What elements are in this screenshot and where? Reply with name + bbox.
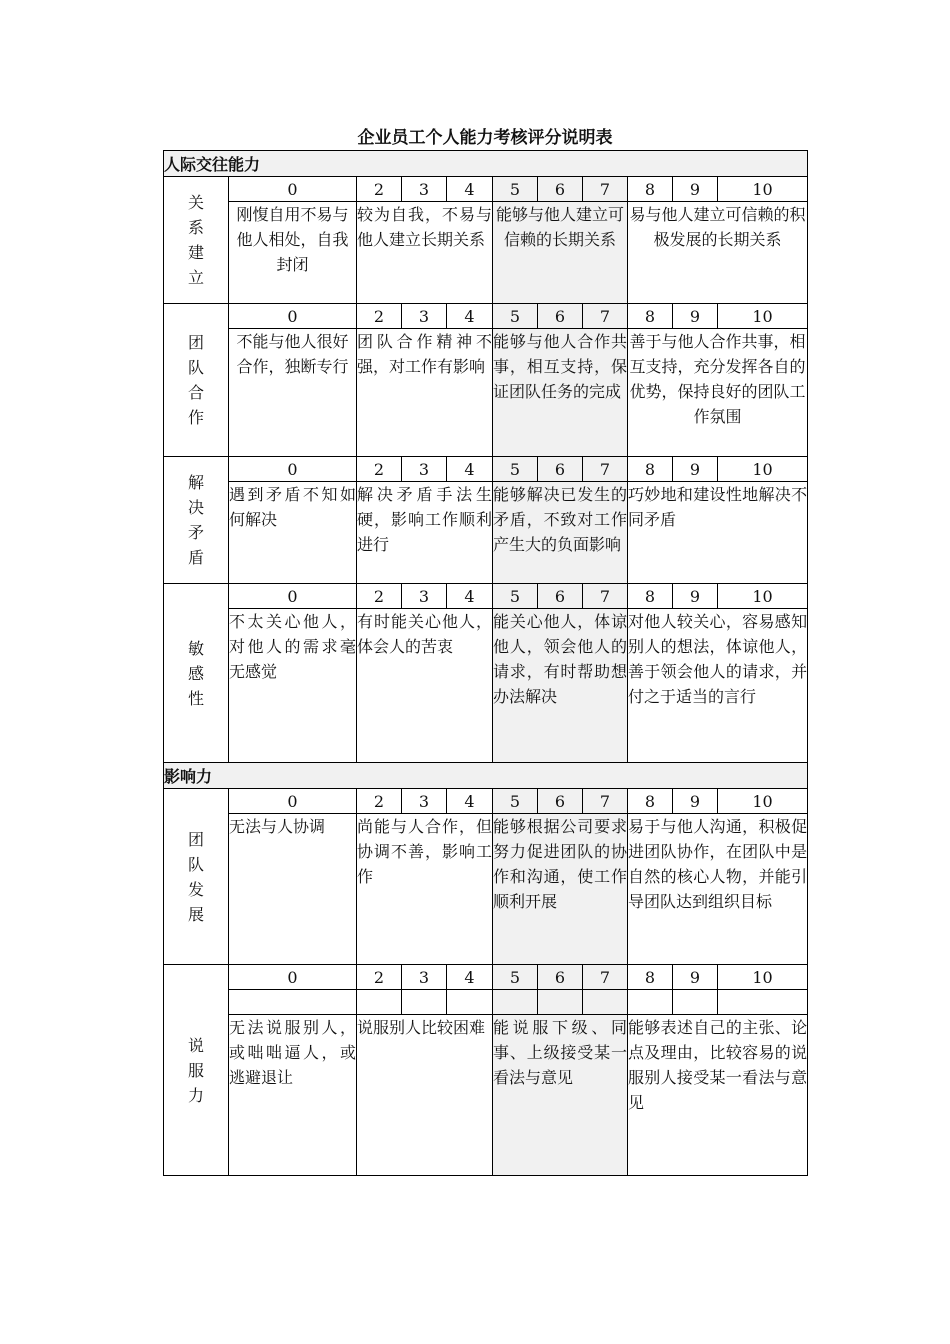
blank-cell	[718, 990, 808, 1015]
score-cell: 3	[402, 177, 447, 202]
level-description: 善于与他人合作共事，相互支持，充分发挥各自的优势，保持良好的团队工作氛围	[628, 329, 808, 457]
level-description: 能关心他人，体谅他人，领会他人的请求，有时帮助想办法解决	[493, 609, 628, 763]
blank-cell	[628, 990, 673, 1015]
level-description: 对他人较关心，容易感知别人的想法，体谅他人，善于领会他人的请求，并付之于适当的言行	[628, 609, 808, 763]
score-cell: 4	[447, 177, 493, 202]
level-description: 遇到矛盾不知如何解决	[229, 482, 357, 584]
score-cell: 7	[583, 177, 628, 202]
description-row	[164, 1015, 808, 1176]
section-row	[164, 151, 808, 177]
level-description: 能够与他人建立可信赖的长期关系	[493, 202, 628, 304]
score-cell: 5	[493, 584, 538, 609]
section-header: 人际交往能力	[164, 151, 808, 177]
score-cell: 8	[628, 457, 673, 482]
score-cell: 8	[628, 177, 673, 202]
score-cell: 9	[673, 789, 718, 814]
score-cell: 9	[673, 584, 718, 609]
score-cell: 8	[628, 304, 673, 329]
description-row	[164, 329, 808, 457]
level-description: 巧妙地和建设性地解决不同矛盾	[628, 482, 808, 584]
score-cell: 4	[447, 584, 493, 609]
score-cell: 3	[402, 457, 447, 482]
level-description: 尚能与人合作，但协调不善，影响工作	[357, 814, 493, 965]
criterion-label: 团 队 合 作	[164, 304, 229, 457]
score-cell: 2	[357, 789, 402, 814]
level-description: 能够与他人合作共事，相互支持，保证团队任务的完成	[493, 329, 628, 457]
scale-row	[164, 789, 808, 814]
score-cell: 6	[538, 789, 583, 814]
score-cell: 7	[583, 457, 628, 482]
description-row	[164, 814, 808, 965]
score-cell: 0	[229, 584, 357, 609]
level-description: 刚愎自用不易与他人相处，自我封闭	[229, 202, 357, 304]
score-cell: 0	[229, 177, 357, 202]
section-row	[164, 763, 808, 789]
score-cell: 3	[402, 789, 447, 814]
level-description: 解决矛盾手法生硬，影响工作顺利进行	[357, 482, 493, 584]
score-cell: 7	[583, 965, 628, 990]
score-cell: 8	[628, 789, 673, 814]
level-description: 无法说服别人，或咄咄逼人，或逃避退让	[229, 1015, 357, 1176]
scale-row	[164, 965, 808, 990]
score-cell: 0	[229, 457, 357, 482]
score-cell: 7	[583, 304, 628, 329]
score-cell: 5	[493, 789, 538, 814]
blank-cell	[583, 990, 628, 1015]
score-cell: 2	[357, 304, 402, 329]
blank-cell	[229, 990, 357, 1015]
description-row	[164, 482, 808, 584]
score-cell: 10	[718, 177, 808, 202]
level-description: 能够表述自己的主张、论点及理由，比较容易的说服别人接受某一看法与意见	[628, 1015, 808, 1176]
score-cell: 0	[229, 304, 357, 329]
criterion-label: 关 系 建 立	[164, 177, 229, 304]
level-description: 易于与他人沟通，积极促进团队协作，在团队中是自然的核心人物，并能引导团队达到组织目标	[628, 814, 808, 965]
level-description: 不太关心他人，对他人的需求毫无感觉	[229, 609, 357, 763]
score-cell: 7	[583, 789, 628, 814]
score-cell: 6	[538, 177, 583, 202]
score-cell: 8	[628, 965, 673, 990]
score-cell: 10	[718, 789, 808, 814]
score-cell: 5	[493, 457, 538, 482]
score-cell: 3	[402, 965, 447, 990]
score-cell: 5	[493, 304, 538, 329]
score-cell: 7	[583, 584, 628, 609]
level-description: 不能与他人很好合作，独断专行	[229, 329, 357, 457]
score-cell: 2	[357, 177, 402, 202]
level-description: 团队合作精神不强，对工作有影响	[357, 329, 493, 457]
score-cell: 5	[493, 965, 538, 990]
score-cell: 4	[447, 789, 493, 814]
score-cell: 10	[718, 584, 808, 609]
score-cell: 9	[673, 304, 718, 329]
scale-row	[164, 457, 808, 482]
level-description: 能说服下级、同事、上级接受某一看法与意见	[493, 1015, 628, 1176]
score-cell: 6	[538, 965, 583, 990]
score-cell: 4	[447, 965, 493, 990]
level-description: 较为自我，不易与他人建立长期关系	[357, 202, 493, 304]
blank-cell	[402, 990, 447, 1015]
level-description: 无法与人协调	[229, 814, 357, 965]
score-cell: 0	[229, 965, 357, 990]
score-cell: 2	[357, 584, 402, 609]
scale-row	[164, 304, 808, 329]
score-cell: 4	[447, 457, 493, 482]
level-description: 易与他人建立可信赖的积极发展的长期关系	[628, 202, 808, 304]
score-cell: 9	[673, 177, 718, 202]
criterion-label: 团 队 发 展	[164, 789, 229, 965]
score-cell: 6	[538, 304, 583, 329]
criterion-label: 解 决 矛 盾	[164, 457, 229, 584]
scale-row	[164, 584, 808, 609]
description-row	[164, 202, 808, 304]
level-description: 能够根据公司要求努力促进团队的协作和沟通，使工作顺利开展	[493, 814, 628, 965]
level-description: 有时能关心他人，体会人的苦衷	[357, 609, 493, 763]
page-title: 企业员工个人能力考核评分说明表	[357, 128, 613, 148]
score-cell: 0	[229, 789, 357, 814]
score-cell: 6	[538, 457, 583, 482]
criterion-label: 说 服 力	[164, 965, 229, 1176]
level-description: 能够解决已发生的矛盾，不致对工作产生大的负面影响	[493, 482, 628, 584]
score-cell: 10	[718, 457, 808, 482]
score-cell: 8	[628, 584, 673, 609]
score-cell: 2	[357, 965, 402, 990]
blank-cell	[493, 990, 538, 1015]
section-header: 影响力	[164, 763, 808, 789]
score-cell: 2	[357, 457, 402, 482]
score-cell: 9	[673, 457, 718, 482]
score-cell: 3	[402, 304, 447, 329]
score-cell: 10	[718, 304, 808, 329]
score-cell: 5	[493, 177, 538, 202]
level-description: 说服别人比较困难	[357, 1015, 493, 1176]
blank-cell	[538, 990, 583, 1015]
score-cell: 3	[402, 584, 447, 609]
criterion-label: 敏 感 性	[164, 584, 229, 763]
score-cell: 9	[673, 965, 718, 990]
blank-cell	[447, 990, 493, 1015]
blank-cell	[673, 990, 718, 1015]
score-cell: 6	[538, 584, 583, 609]
evaluation-table	[163, 150, 808, 1176]
scale-row	[164, 177, 808, 202]
blank-score-row	[164, 990, 808, 1015]
description-row	[164, 609, 808, 763]
score-cell: 10	[718, 965, 808, 990]
blank-cell	[357, 990, 402, 1015]
score-cell: 4	[447, 304, 493, 329]
